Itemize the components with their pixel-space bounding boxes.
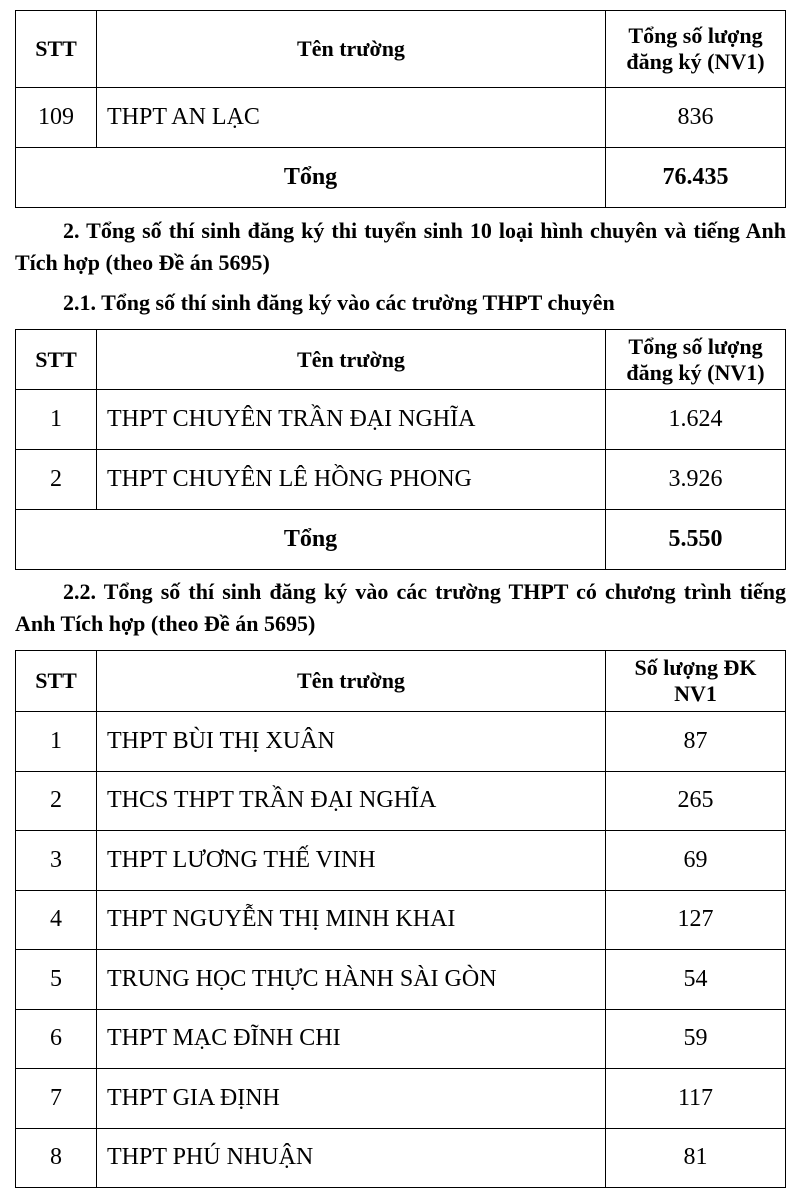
cell-stt: 2	[16, 771, 97, 831]
cell-stt: 7	[16, 1069, 97, 1129]
table-total-row	[16, 148, 786, 208]
cell-stt: 6	[16, 1009, 97, 1069]
cell-stt: 2	[16, 450, 97, 510]
table-registration-total	[15, 10, 786, 208]
table-row	[16, 890, 786, 950]
cell-count: 87	[606, 712, 786, 772]
total-label: Tổng	[16, 510, 606, 570]
cell-school-name: THPT CHUYÊN TRẦN ĐẠI NGHĨA	[97, 390, 606, 450]
table-row	[16, 771, 786, 831]
cell-stt: 1	[16, 712, 97, 772]
section-2-heading: 2. Tổng số thí sinh đăng ký thi tuyển sinh 10 loại hình chuyên và tiếng Anh Tích hợp (theo Đề án 5695)	[15, 218, 786, 275]
cell-stt: 5	[16, 950, 97, 1010]
cell-stt: 1	[16, 390, 97, 450]
table-row	[16, 88, 786, 148]
cell-count: 1.624	[606, 390, 786, 450]
cell-count: 3.926	[606, 450, 786, 510]
cell-school-name: THPT MẠC ĐĨNH CHI	[97, 1009, 606, 1069]
table-row	[16, 1069, 786, 1129]
cell-school-name: THPT LƯƠNG THẾ VINH	[97, 831, 606, 891]
cell-stt: 3	[16, 831, 97, 891]
cell-school-name: THPT GIA ĐỊNH	[97, 1069, 606, 1129]
header-stt: STT	[16, 11, 97, 88]
total-label: Tổng	[16, 148, 606, 208]
cell-stt: 109	[16, 88, 97, 148]
table-row	[16, 1128, 786, 1188]
header-school-name: Tên trường	[97, 651, 606, 712]
header-count: Số lượng ĐK NV1	[606, 651, 786, 712]
table-row	[16, 712, 786, 772]
cell-school-name: THPT BÙI THỊ XUÂN	[97, 712, 606, 772]
table-header-row	[16, 11, 786, 88]
total-value: 5.550	[606, 510, 786, 570]
cell-school-name: THPT PHÚ NHUẬN	[97, 1128, 606, 1188]
table-integrated-english-schools	[15, 650, 786, 1188]
table-row	[16, 1009, 786, 1069]
table-row	[16, 950, 786, 1010]
table-row	[16, 390, 786, 450]
cell-count: 54	[606, 950, 786, 1010]
section-2-2-heading: 2.2. Tổng số thí sinh đăng ký vào các trường THPT có chương trình tiếng Anh Tích hợp (theo Đề án 5695)	[15, 579, 786, 636]
table-row	[16, 450, 786, 510]
cell-school-name: THPT AN LẠC	[97, 88, 606, 148]
cell-count: 836	[606, 88, 786, 148]
table-specialized-schools	[15, 329, 786, 570]
cell-school-name: THCS THPT TRẦN ĐẠI NGHĨA	[97, 771, 606, 831]
header-count: Tổng số lượng đăng ký (NV1)	[606, 330, 786, 390]
section-2-1-heading: 2.1. Tổng số thí sinh đăng ký vào các trường THPT chuyên	[63, 290, 615, 315]
cell-stt: 8	[16, 1128, 97, 1188]
cell-count: 69	[606, 831, 786, 891]
total-value: 76.435	[606, 148, 786, 208]
cell-count: 81	[606, 1128, 786, 1188]
header-school-name: Tên trường	[97, 330, 606, 390]
cell-school-name: THPT CHUYÊN LÊ HỒNG PHONG	[97, 450, 606, 510]
header-stt: STT	[16, 651, 97, 712]
cell-count: 127	[606, 890, 786, 950]
cell-school-name: TRUNG HỌC THỰC HÀNH SÀI GÒN	[97, 950, 606, 1010]
header-school-name: Tên trường	[97, 11, 606, 88]
cell-count: 59	[606, 1009, 786, 1069]
cell-count: 265	[606, 771, 786, 831]
table-header-row	[16, 651, 786, 712]
table-row	[16, 831, 786, 891]
cell-school-name: THPT NGUYỄN THỊ MINH KHAI	[97, 890, 606, 950]
header-count: Tổng số lượng đăng ký (NV1)	[606, 11, 786, 88]
header-stt: STT	[16, 330, 97, 390]
table-header-row	[16, 330, 786, 390]
cell-count: 117	[606, 1069, 786, 1129]
table-total-row	[16, 510, 786, 570]
cell-stt: 4	[16, 890, 97, 950]
